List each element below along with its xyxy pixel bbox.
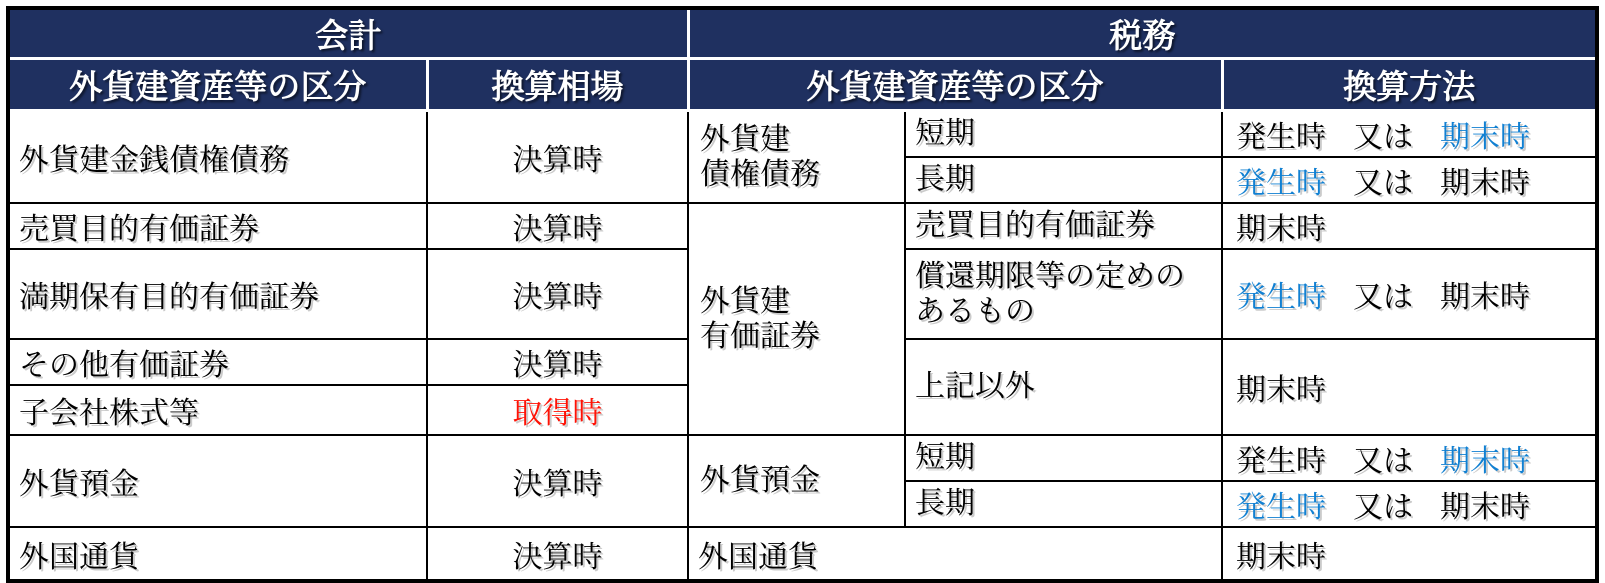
method-option-2: 期末時 <box>1440 281 1530 314</box>
accounting-rate-cell: 決算時 <box>427 527 688 581</box>
method-option-2: 期末時 <box>1440 121 1530 154</box>
tax-group-line2: 債権債務 <box>700 158 820 191</box>
accounting-category-cell: 子会社株式等 <box>8 385 427 435</box>
method-option-2: 期末時 <box>1440 167 1530 200</box>
col-header-accounting-rate: 換算相場 <box>427 59 688 111</box>
tax-subcategory-cell: 長期 <box>905 157 1222 203</box>
accounting-category-cell: その他有価証券 <box>8 339 427 385</box>
method-separator: 又は <box>1353 491 1413 524</box>
method-option-1: 発生時 <box>1236 167 1326 200</box>
method-option-2: 期末時 <box>1440 445 1530 478</box>
accounting-category-cell: 満期保有目的有価証券 <box>8 249 427 339</box>
tax-group-line2: 有価証券 <box>700 320 820 353</box>
currency-conversion-table <box>6 6 1599 583</box>
accounting-rate-cell: 取得時 <box>427 385 688 435</box>
method-option-1: 発生時 <box>1236 491 1326 524</box>
tax-subcategory-line1: 償還期限等の定めの <box>915 259 1185 293</box>
row-deposit-short <box>8 435 1597 481</box>
tax-method-cell <box>1222 157 1597 203</box>
tax-method-cell <box>1222 111 1597 158</box>
header-accounting-group: 会計 <box>8 8 688 59</box>
tax-subcategory-cell: 長期 <box>905 481 1222 527</box>
accounting-rate-cell: 決算時 <box>427 249 688 339</box>
header-column-row <box>8 59 1597 111</box>
header-tax-group: 税務 <box>688 8 1597 59</box>
method-option-1: 発生時 <box>1236 121 1326 154</box>
method-option-1: 発生時 <box>1236 281 1326 314</box>
tax-subcategory-cell: 上記以外 <box>905 339 1222 435</box>
tax-subcategory-cell: 短期 <box>905 111 1222 158</box>
tax-subcategory-line2: あるもの <box>915 295 1035 328</box>
tax-group-line1: 外貨建 <box>700 284 790 318</box>
row-foreign-currency <box>8 527 1597 581</box>
accounting-category-cell: 外貨建金銭債権債務 <box>8 111 427 204</box>
tax-group-cell-securities <box>688 203 905 435</box>
accounting-rate-cell: 決算時 <box>427 203 688 249</box>
col-header-accounting-category: 外貨建資産等の区分 <box>8 59 427 111</box>
tax-subcategory-cell <box>905 249 1222 339</box>
col-header-tax-method: 換算方法 <box>1222 59 1597 111</box>
method-option-2: 期末時 <box>1440 491 1530 524</box>
method-separator: 又は <box>1353 281 1413 314</box>
tax-subcategory-cell: 売買目的有価証券 <box>905 203 1222 249</box>
accounting-rate-cell: 決算時 <box>427 435 688 527</box>
tax-category-cell-currency: 外国通貨 <box>688 527 1222 581</box>
tax-method-cell: 期末時 <box>1222 203 1597 249</box>
tax-method-cell <box>1222 249 1597 339</box>
tax-method-cell: 期末時 <box>1222 339 1597 435</box>
tax-method-cell <box>1222 435 1597 481</box>
accounting-category-cell: 売買目的有価証券 <box>8 203 427 249</box>
tax-method-cell <box>1222 481 1597 527</box>
header-group-row <box>8 8 1597 59</box>
row-trading-securities <box>8 203 1597 249</box>
method-separator: 又は <box>1353 121 1413 154</box>
col-header-tax-category: 外貨建資産等の区分 <box>688 59 1222 111</box>
tax-group-cell-deposit: 外貨預金 <box>688 435 905 527</box>
method-separator: 又は <box>1353 167 1413 200</box>
method-option-1: 発生時 <box>1236 445 1326 478</box>
tax-group-cell-claims <box>688 111 905 204</box>
row-claims-short <box>8 111 1597 158</box>
accounting-rate-cell: 決算時 <box>427 111 688 204</box>
accounting-category-cell: 外国通貨 <box>8 527 427 581</box>
method-separator: 又は <box>1353 445 1413 478</box>
tax-method-cell: 期末時 <box>1222 527 1597 581</box>
tax-subcategory-cell: 短期 <box>905 435 1222 481</box>
accounting-rate-cell: 決算時 <box>427 339 688 385</box>
accounting-category-cell: 外貨預金 <box>8 435 427 527</box>
tax-group-line1: 外貨建 <box>700 122 790 156</box>
